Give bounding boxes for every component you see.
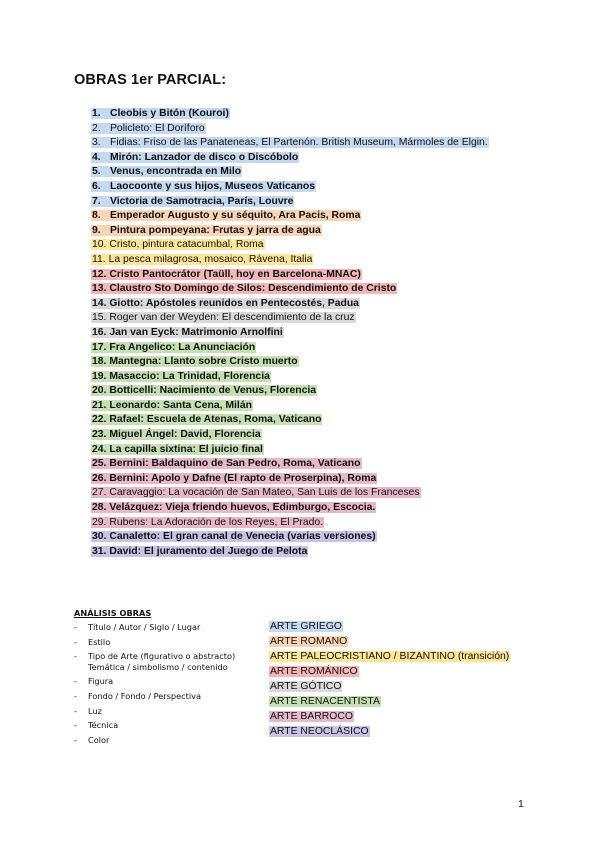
list-item: [91, 268, 531, 283]
list-item: [91, 122, 531, 137]
list-item: [91, 486, 531, 501]
list-item-text: [91, 312, 356, 323]
list-item: [91, 136, 531, 151]
list-item: [91, 326, 531, 341]
list-item: [91, 428, 531, 443]
analysis-criterion-text: Color: [88, 734, 110, 745]
list-item-text: [91, 429, 262, 440]
list-item: [91, 501, 531, 516]
legend-item: [269, 679, 510, 694]
legend-item: [269, 724, 510, 739]
list-item-text: [91, 181, 316, 192]
list-item: [91, 238, 531, 253]
list-item-label: Velázquez: Vieja friendo huevos, Edimburgo, Escocia.: [109, 502, 376, 514]
list-item-label: Caravaggio: La vocación de San Mateo, San Luis de los Franceses: [109, 487, 420, 499]
list-item: [91, 195, 531, 210]
list-item-number: 17.: [92, 341, 107, 353]
list-item: [91, 457, 531, 472]
list-item-label: Canaletto: El gran canal de Venecia (varias versiones): [109, 531, 376, 543]
list-item-number: 19.: [92, 370, 107, 382]
list-item: [91, 282, 531, 297]
list-item: [91, 443, 531, 458]
list-item: [91, 355, 531, 370]
list-item-number: 20.: [92, 385, 107, 397]
list-item-label: Botticelli: Nacimiento de Venus, Florencia: [109, 385, 317, 397]
list-item-text: [91, 327, 284, 338]
list-item-label: Fidias: Friso de las Panateneas, El Partenón. British Museum, Mármoles de Elgin.: [110, 137, 488, 149]
bullet-dash: -: [74, 651, 77, 662]
list-item-number: 23.: [92, 429, 107, 441]
list-item-label: Mirón: Lanzador de disco o Discóbolo: [110, 151, 299, 163]
list-item-text: [91, 487, 421, 498]
list-item-text: [91, 196, 294, 207]
legend-item: [269, 664, 510, 679]
bullet-dash: -: [74, 705, 77, 716]
list-item-text: [91, 210, 361, 221]
list-item-label: Leonardo: Santa Cena, Milán: [109, 399, 252, 411]
page-title: OBRAS 1er PARCIAL:: [74, 72, 227, 88]
list-item-label: La capilla sixtina: El juicio final: [109, 443, 263, 455]
legend-label: ARTE RENACENTISTA: [270, 696, 380, 707]
bullet-dash: -: [74, 676, 77, 687]
list-item: [91, 516, 531, 531]
analysis-criterion-text: Figura: [88, 676, 114, 687]
list-item-label: Policleto: El Doríforo: [110, 122, 205, 134]
list-item-label: La pesca milagrosa, mosaico, Rávena, Italia: [108, 253, 313, 265]
list-item-text: [91, 414, 322, 425]
list-item-label: Rubens: La Adoración de los Reyes, El Prado.: [109, 516, 324, 528]
legend-label: ARTE GRIEGO: [270, 621, 342, 632]
analysis-criteria-list: [74, 620, 235, 747]
list-item: [91, 165, 531, 180]
list-item-number: 13.: [92, 283, 107, 295]
list-item-number: 10.: [92, 239, 107, 251]
legend-label: ARTE GÓTICO: [270, 681, 342, 692]
legend-label: ARTE PALEOCRISTIANO / BIZANTINO (transición): [270, 651, 510, 662]
list-item-label: Mantegna: Llanto sobre Cristo muerto: [109, 356, 298, 368]
list-item-text: [91, 298, 360, 309]
list-item-number: 21.: [92, 399, 107, 411]
legend-label: ARTE BARROCO: [270, 711, 353, 722]
analysis-criterion: [74, 689, 235, 704]
list-item-text: [91, 123, 206, 134]
list-item-number: 31.: [92, 545, 107, 557]
list-item-text: [91, 342, 256, 353]
list-item-text: [91, 137, 489, 148]
list-item-label: Rafael: Escuela de Atenas, Roma, Vaticano: [109, 414, 322, 426]
bullet-dash: -: [74, 734, 77, 745]
list-item-text: [91, 108, 230, 119]
list-item-label: Roger van der Weyden: El descendimiento de la cruz: [109, 312, 355, 324]
analysis-criterion: [74, 660, 235, 675]
legend-label: ARTE ROMÁNICO: [270, 666, 358, 677]
list-item-text: [91, 283, 397, 294]
list-item-label: Laocoonte y sus hijos, Museos Vaticanos: [110, 180, 315, 192]
list-item-label: Giotto: Apóstoles reunidos en Pentecostés, Padua: [109, 297, 359, 309]
list-item-text: [91, 473, 377, 484]
legend-label: ARTE ROMANO: [270, 636, 348, 647]
style-legend: [269, 619, 510, 739]
analysis-criterion-text: Estilo: [88, 636, 111, 647]
list-item-label: Cristo Pantocrátor (Taüll, hoy en Barcelona-MNAC): [109, 268, 361, 280]
list-item: [91, 384, 531, 399]
analysis-criterion: [74, 704, 235, 719]
list-item-text: [91, 385, 317, 396]
list-item-number: 24.: [92, 443, 107, 455]
list-item: [91, 180, 531, 195]
bullet-dash: -: [74, 720, 77, 731]
legend-label: ARTE NEOCLÁSICO: [270, 726, 369, 737]
list-item-number: 5.: [92, 166, 101, 178]
list-item-label: Pintura pompeyana: Frutas y jarra de agua: [110, 224, 321, 236]
list-item-number: 9.: [92, 224, 101, 236]
list-item-number: 11.: [92, 253, 106, 265]
list-item-number: 15.: [92, 312, 107, 324]
list-item: [91, 151, 531, 166]
list-item: [91, 413, 531, 428]
list-item-label: Venus, encontrada en Milo: [110, 166, 242, 178]
list-item-text: [91, 269, 362, 280]
analysis-criterion: [74, 635, 235, 650]
list-item-text: [91, 400, 253, 411]
list-item-number: 25.: [92, 458, 107, 470]
list-item-number: 28.: [92, 502, 107, 514]
list-item-label: Emperador Augusto y su séquito, Ara Pacis, Roma: [110, 210, 361, 222]
list-item: [91, 545, 531, 560]
list-item: [91, 107, 531, 122]
list-item-number: 26.: [92, 472, 107, 484]
list-item-label: Bernini: Baldaquino de San Pedro, Roma, Vaticano: [109, 458, 361, 470]
analysis-criterion: [74, 674, 235, 689]
list-item: [91, 530, 531, 545]
list-item-number: 27.: [92, 487, 107, 499]
analysis-criterion: [74, 620, 235, 635]
list-item-text: [91, 166, 242, 177]
list-item-number: 2.: [92, 122, 101, 134]
list-item-label: Jan van Eyck: Matrimonio Arnolfini: [109, 326, 283, 338]
list-item: [91, 341, 531, 356]
legend-item: [269, 649, 510, 664]
bullet-dash: -: [74, 690, 77, 701]
list-item: [91, 472, 531, 487]
analysis-criterion: [74, 733, 235, 748]
works-list: [91, 107, 531, 559]
list-item-label: Fra Angelico: La Anunciación: [109, 341, 256, 353]
list-item-number: 14.: [92, 297, 107, 309]
list-item-text: [91, 517, 324, 528]
list-item-number: 29.: [92, 516, 107, 528]
list-item: [91, 209, 531, 224]
list-item-number: 12.: [92, 268, 107, 280]
legend-item: [269, 634, 510, 649]
list-item-number: 30.: [92, 531, 107, 543]
list-item-label: David: El juramento del Juego de Pelota: [109, 545, 308, 557]
list-item-text: [91, 225, 322, 236]
analysis-criterion-text: Técnica: [88, 720, 119, 731]
analysis-criterion-text: Luz: [88, 705, 102, 716]
bullet-dash: -: [74, 636, 77, 647]
list-item: [91, 399, 531, 414]
list-item-label: Victoria de Samotracia, París, Louvre: [110, 195, 294, 207]
list-item-label: Cleobis y Bitón (Kouroi): [110, 108, 229, 119]
list-item-number: 4.: [92, 151, 101, 163]
analysis-criterion-text: Título / Autor / Siglo / Lugar: [88, 622, 201, 632]
page-number: 1: [518, 798, 524, 810]
list-item-number: 18.: [92, 356, 107, 368]
list-item: [91, 370, 531, 385]
list-item-number: 6.: [92, 180, 101, 192]
analysis-criterion-text: Fondo / Fondo / Perspectiva: [88, 690, 201, 701]
list-item-text: [91, 371, 271, 382]
list-item-text: [91, 531, 377, 542]
list-item-label: Bernini: Apolo y Dafne (El rapto de Proserpina), Roma: [109, 472, 377, 484]
list-item-number: 22.: [92, 414, 107, 426]
analysis-criterion-text: Temática / simbolismo / contenido: [88, 661, 228, 672]
list-item-label: Masaccio: La Trinidad, Florencia: [109, 370, 270, 382]
analysis-heading: ANÁLISIS OBRAS: [74, 608, 152, 618]
bullet-dash: -: [74, 622, 77, 632]
list-item-label: Claustro Sto Domingo de Silos: Descendimiento de Cristo: [109, 283, 397, 295]
list-item-number: 1.: [92, 108, 101, 119]
analysis-section: [74, 608, 235, 747]
list-item: [91, 253, 531, 268]
list-item-number: 3.: [92, 137, 101, 149]
list-item-label: Miguel Ángel: David, Florencia: [109, 429, 261, 441]
list-item-text: [91, 444, 264, 455]
list-item: [91, 224, 531, 239]
list-item-text: [91, 152, 299, 163]
list-item: [91, 297, 531, 312]
list-item-text: [91, 502, 376, 513]
list-item-text: [91, 546, 308, 557]
list-item-text: [91, 356, 299, 367]
analysis-criterion: [74, 718, 235, 733]
analysis-criterion-text: Tipo de Arte (figurativo o abstracto): [88, 651, 236, 662]
list-item-number: 7.: [92, 195, 101, 207]
list-item-text: [91, 254, 313, 265]
list-item-number: 16.: [92, 326, 107, 338]
list-item-text: [91, 239, 265, 250]
legend-item: [269, 619, 510, 634]
list-item: [91, 311, 531, 326]
list-item-text: [91, 458, 362, 469]
legend-item: [269, 694, 510, 709]
legend-item: [269, 709, 510, 724]
list-item-label: Cristo, pintura catacumbal, Roma: [109, 239, 264, 251]
list-item-number: 8.: [92, 210, 101, 222]
